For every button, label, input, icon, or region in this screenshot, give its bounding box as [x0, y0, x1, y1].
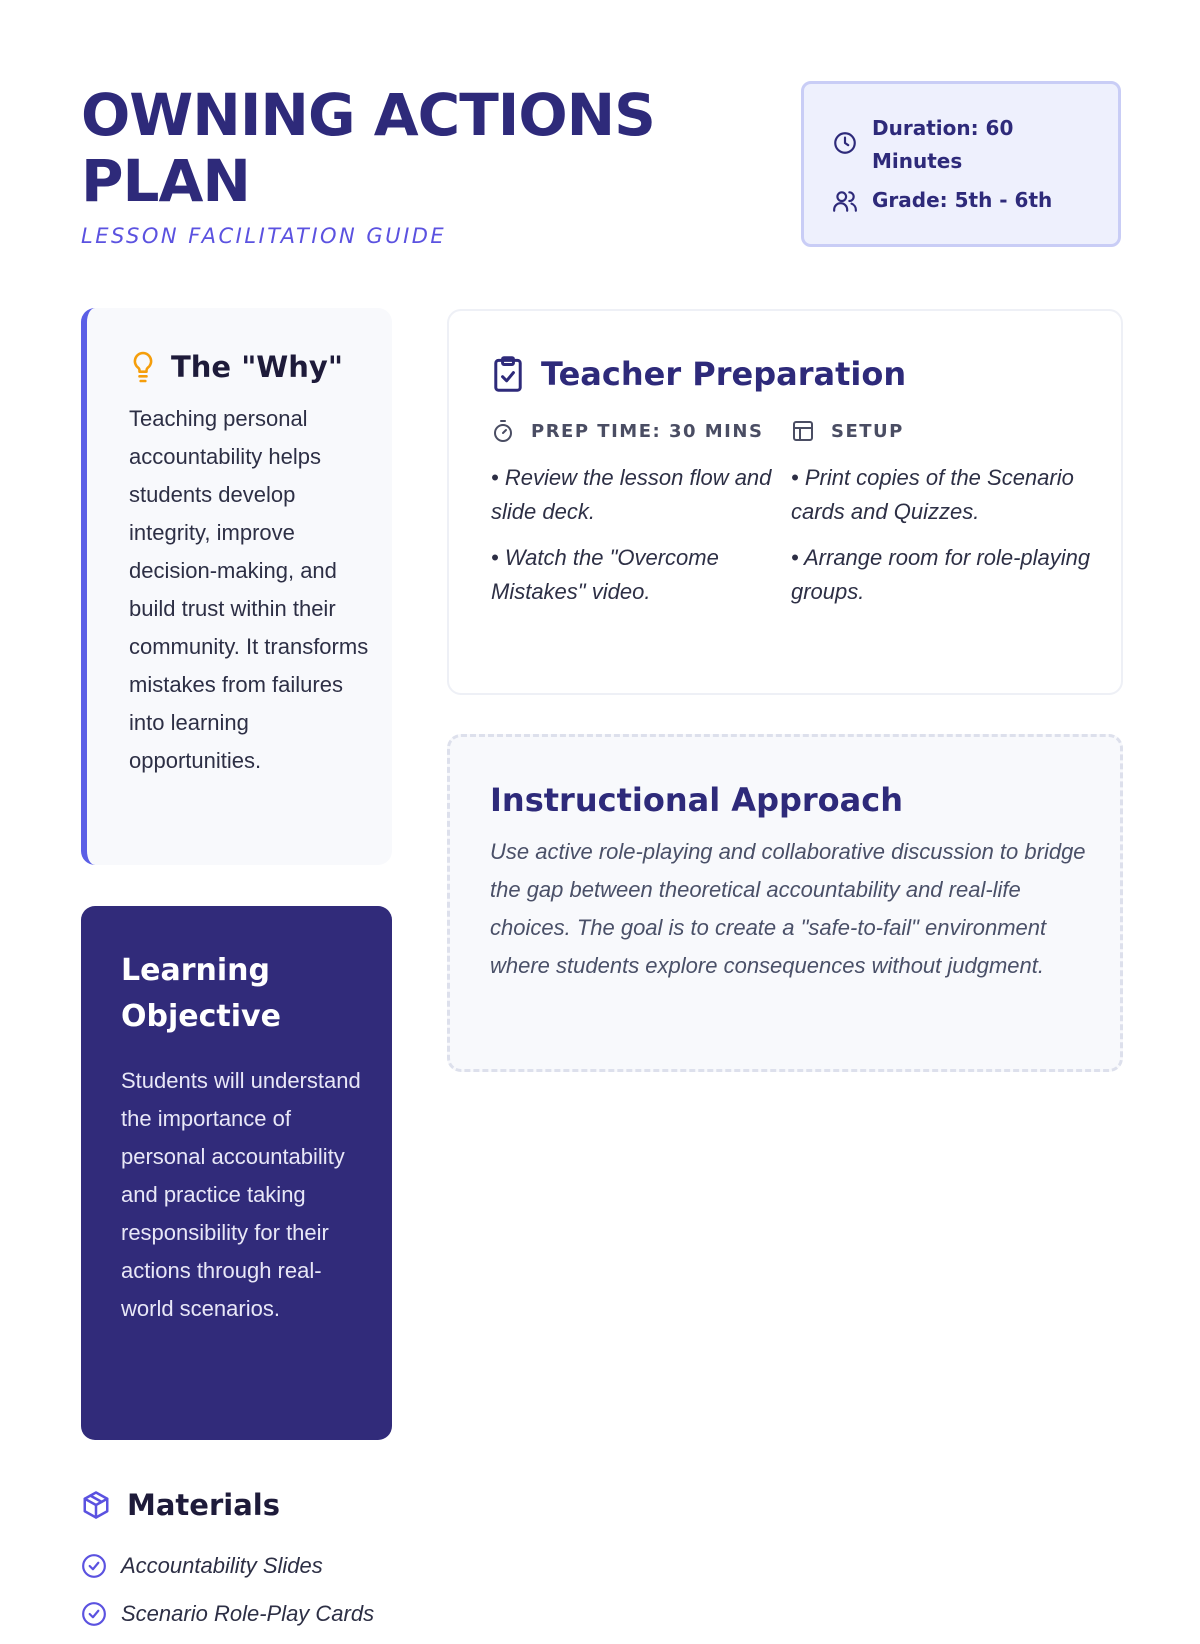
learning-objective-title: Learning Objective: [121, 953, 281, 1034]
setup-column: [791, 419, 1091, 621]
learning-objective-card: [81, 906, 392, 1440]
prep-bullet: • Review the lesson flow and slide deck.: [491, 465, 772, 524]
page-title: [81, 82, 721, 214]
prep-time-column: [491, 419, 791, 621]
why-heading: [129, 350, 372, 384]
setup-bullet: • Print copies of the Scenario cards and Quizzes.: [791, 465, 1074, 524]
materials-section: [81, 1488, 401, 1644]
page-title-line-1: OWNING ACTIONS: [81, 81, 655, 149]
why-title: The "Why": [171, 350, 343, 384]
list-item: [81, 1548, 401, 1584]
preparation-columns: [491, 419, 1091, 621]
lesson-info-box: [801, 81, 1121, 247]
clipboard-check-icon: [491, 355, 525, 393]
duration-text: Duration: 60 Minutes: [872, 116, 1014, 173]
why-text: Teaching personal accountability helps students develop integrity, improve decision-making, and build trust within their community. It transforms mistakes from failures into learning opportunities.: [129, 406, 369, 773]
material-label: Accountability Slides: [121, 1553, 323, 1578]
instructional-approach-text: Use active role-playing and collaborative discussion to bridge the gap between theoretical accountability and real-life choices. The goal is to create a "safe-to-fail" environment where students explore consequences without judgment.: [490, 839, 1086, 978]
instructional-approach-title: Instructional Approach: [490, 781, 903, 819]
learning-objective-text: Students will understand the importance of personal accountability and practice taking responsibility for their actions through real-world scenarios.: [121, 1068, 361, 1321]
materials-title: Materials: [127, 1488, 280, 1522]
prep-time-label: PREP TIME: 30 MINS: [531, 420, 764, 442]
prep-time-heading: [491, 419, 791, 443]
users-icon: [832, 188, 858, 214]
clock-icon: [832, 130, 858, 156]
materials-list: [81, 1548, 401, 1632]
grade-row: [832, 184, 1098, 217]
setup-heading: [791, 419, 1091, 443]
package-icon: [81, 1490, 111, 1520]
instructional-approach-card: [447, 734, 1123, 1072]
stopwatch-icon: [491, 419, 515, 443]
setup-label: SETUP: [831, 420, 904, 442]
lightbulb-icon: [129, 350, 157, 384]
teacher-preparation-title: Teacher Preparation: [541, 355, 907, 393]
check-circle-icon: [81, 1553, 107, 1579]
duration-row: [832, 112, 1098, 178]
grade-text: Grade: 5th - 6th: [872, 188, 1053, 212]
teacher-preparation-card: [447, 309, 1123, 695]
setup-bullet: • Arrange room for role-playing groups.: [791, 545, 1091, 604]
prep-bullet: • Watch the "Overcome Mistakes" video.: [491, 545, 719, 604]
list-item: [81, 1596, 401, 1632]
teacher-preparation-heading: [491, 355, 1091, 393]
material-label: Scenario Role-Play Cards: [121, 1601, 375, 1626]
page-title-line-2: PLAN: [81, 147, 250, 215]
check-circle-icon: [81, 1601, 107, 1627]
page-subtitle: LESSON FACILITATION GUIDE: [81, 224, 447, 248]
page-header: [81, 82, 721, 248]
materials-heading: [81, 1488, 401, 1522]
why-card: [81, 308, 392, 865]
layout-icon: [791, 419, 815, 443]
